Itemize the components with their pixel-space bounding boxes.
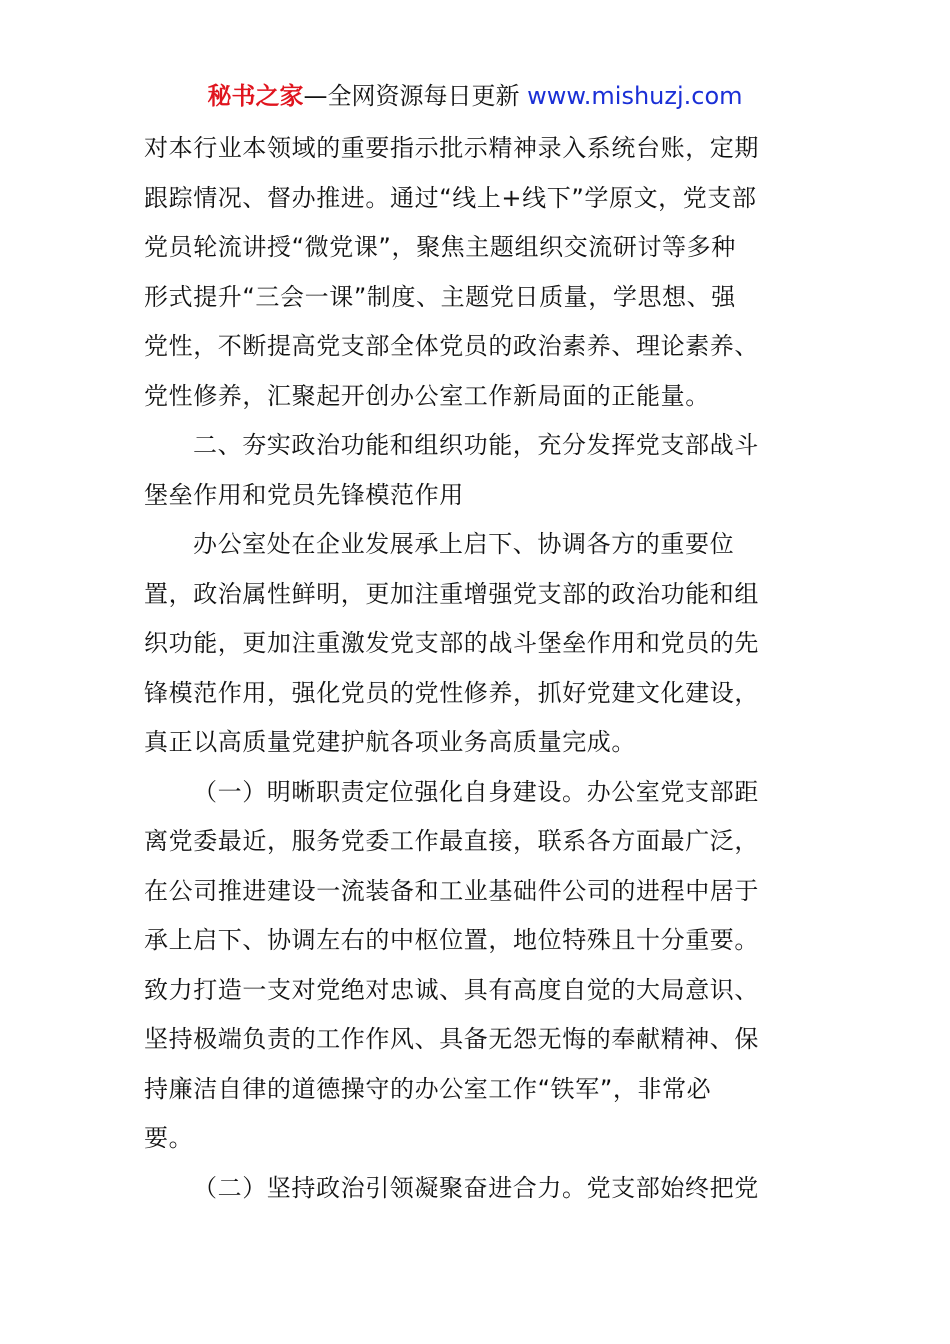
text-line: 党性，不断提高党支部全体党员的政治素养、理论素养、: [144, 332, 759, 360]
site-tagline: —全网资源每日更新: [303, 82, 520, 110]
text-line: 锋模范作用，强化党员的党性修养，抓好党建文化建设，: [144, 678, 759, 707]
text-line: 离党委最近，服务党委工作最直接，联系各方面最广泛，: [144, 827, 759, 855]
text-line: 持廉洁自律的道德操守的办公室工作“铁军”，非常必: [144, 1074, 712, 1103]
text-line: 跟踪情况、督办推进。通过“线上+线下”学原文，党支部: [144, 183, 757, 212]
text-line: 织功能，更加注重激发党支部的战斗堡垒作用和党员的先: [144, 629, 759, 657]
text-line: 在公司推进建设一流装备和工业基础件公司的进程中居于: [144, 876, 759, 905]
text-line: 要。: [144, 1124, 194, 1152]
text-line: 办公室处在企业发展承上启下、协调各方的重要位: [193, 530, 735, 558]
site-header: [0, 78, 950, 114]
text-line: 置，政治属性鲜明，更加注重增强党支部的政治功能和组: [144, 579, 759, 608]
document-body: [144, 124, 809, 1213]
text-line: 对本行业本领域的重要指示批示精神录入系统台账，定期: [144, 134, 759, 162]
subsection-line: （二）坚持政治引领凝聚奋进合力。党支部始终把党: [193, 1173, 759, 1202]
site-url-link[interactable]: www.mishuzj.com: [527, 82, 743, 110]
section-heading-line: 二、夯实政治功能和组织功能，充分发挥党支部战斗: [193, 431, 759, 459]
text-line: 承上启下、协调左右的中枢位置，地位特殊且十分重要。: [144, 926, 759, 954]
text-line: 党员轮流讲授“微党课”，聚焦主题组织交流研讨等多种: [144, 233, 736, 261]
text-line: 坚持极端负责的工作作风、具备无怨无悔的奉献精神、保: [144, 1025, 759, 1053]
section-heading-line: 堡垒作用和党员先锋模范作用: [144, 480, 464, 509]
text-line: 真正以高质量党建护航各项业务高质量完成。: [144, 728, 636, 756]
site-brand: 秘书之家: [207, 82, 304, 110]
text-line: 形式提升“三会一课”制度、主题党日质量，学思想、强: [144, 282, 736, 311]
text-line: 致力打造一支对党绝对忠诚、具有高度自觉的大局意识、: [144, 975, 759, 1004]
subsection-line: （一）明晰职责定位强化自身建设。办公室党支部距: [193, 777, 759, 806]
text-line: 党性修养，汇聚起开创办公室工作新局面的正能量。: [144, 381, 710, 410]
